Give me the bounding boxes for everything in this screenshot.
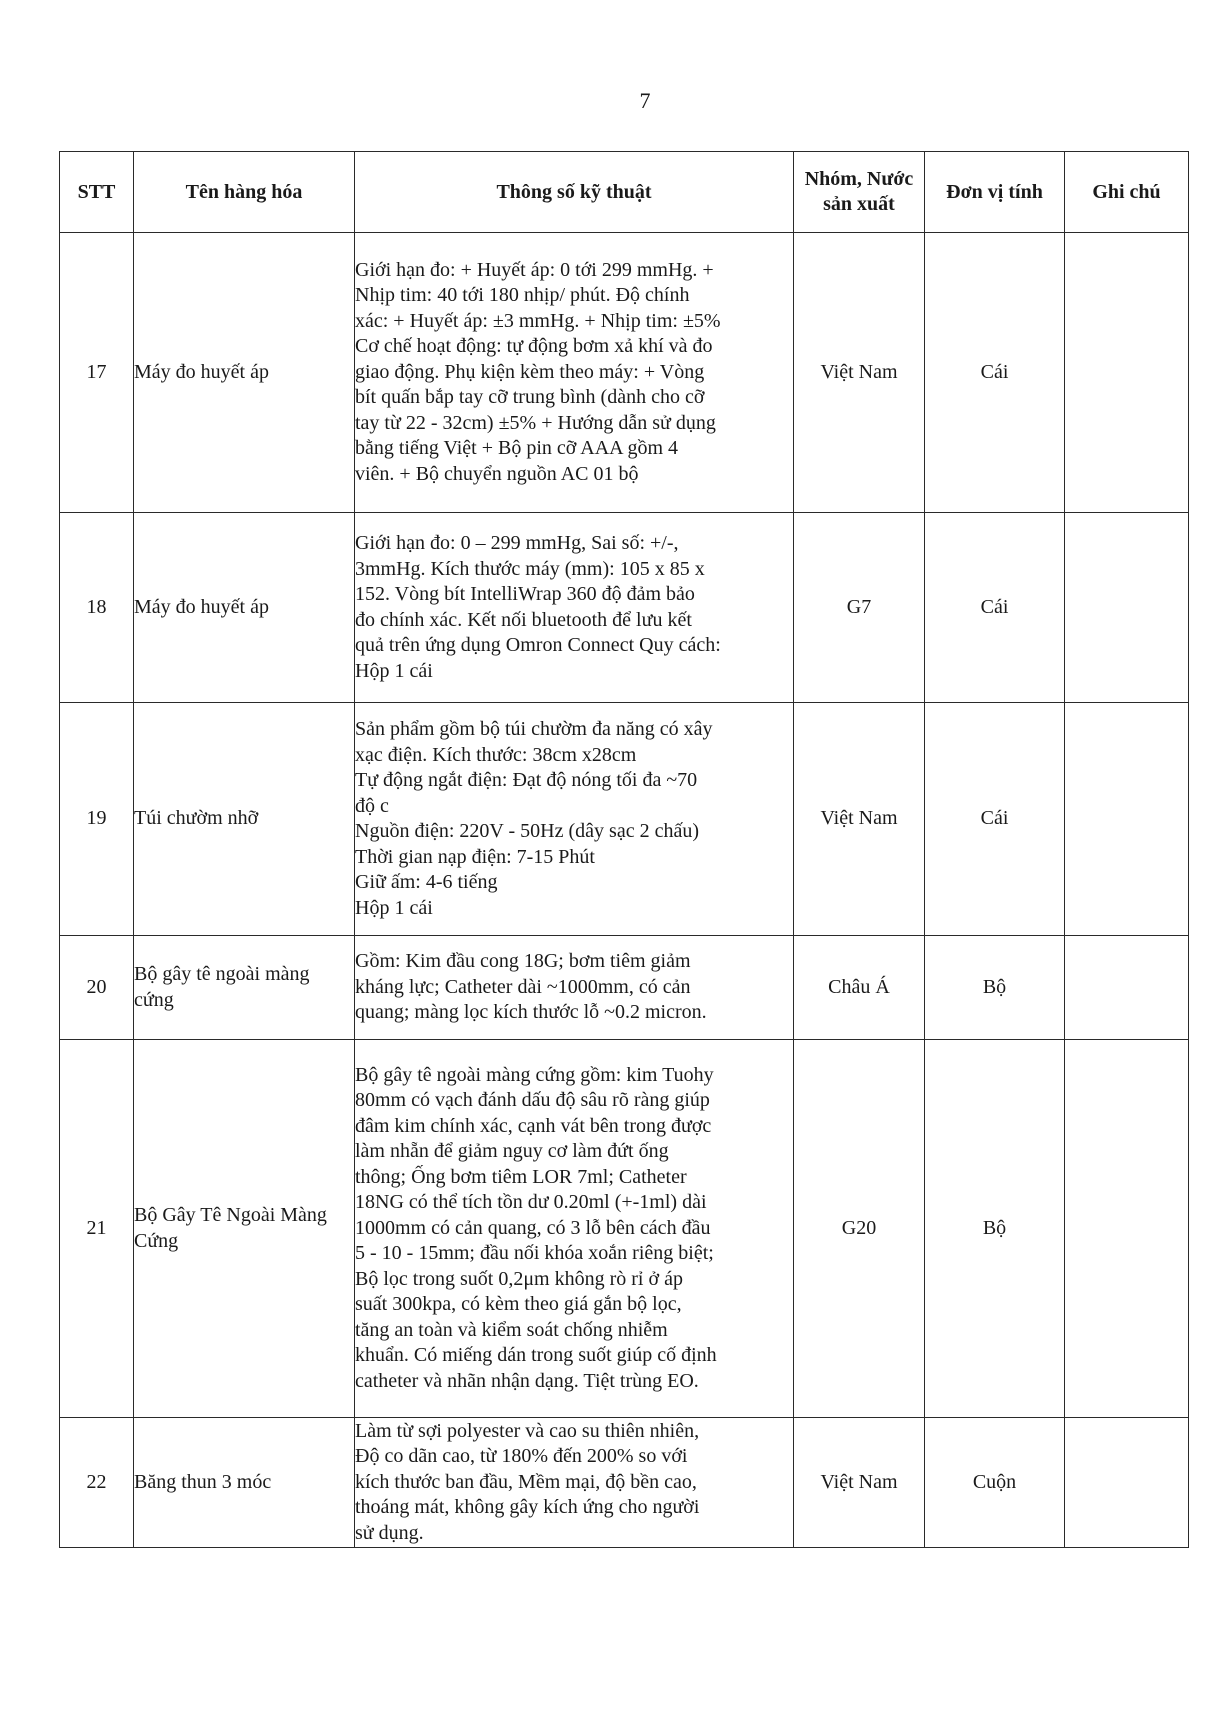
header-origin: Nhóm, Nước sản xuất [794,152,925,233]
spec-line: Làm từ sợi polyester và cao su thiên nhiên, [355,1419,700,1442]
table-row [60,233,1189,513]
table-body [60,233,1189,1548]
cell-stt: 18 [60,513,134,703]
cell-note [1065,703,1189,936]
cell-spec [355,703,794,936]
cell-origin: Việt Nam [794,233,925,513]
spec-line: tay từ 22 - 32cm) ±5% + Hướng dẫn sử dụng [355,411,716,434]
spec-line: Hộp 1 cái [355,896,433,919]
spec-line: catheter và nhãn nhận dạng. Tiệt trùng EO. [355,1369,699,1392]
cell-note [1065,513,1189,703]
spec-line: 80mm có vạch đánh dấu độ sâu rõ ràng giúp [355,1089,710,1112]
spec-line: suất 300kpa, có kèm theo giá gắn bộ lọc, [355,1293,682,1316]
header-note: Ghi chú [1065,152,1189,233]
cell-spec [355,1418,794,1548]
spec-line: Thời gian nạp điện: 7-15 Phút [355,845,595,868]
cell-unit: Cái [925,703,1065,936]
table-row [60,1040,1189,1418]
cell-spec [355,936,794,1040]
cell-name: Băng thun 3 móc [134,1418,355,1548]
table-row [60,936,1189,1040]
cell-name: Máy đo huyết áp [134,513,355,703]
spec-line: đâm kim chính xác, cạnh vát bên trong được [355,1114,712,1137]
cell-spec [355,513,794,703]
spec-line: thoáng mát, không gây kích ứng cho người [355,1496,700,1519]
table-row [60,1418,1189,1548]
spec-line: Sản phẩm gồm bộ túi chườm đa năng có xây [355,718,713,740]
table-row [60,703,1189,936]
cell-origin: Việt Nam [794,1418,925,1548]
spec-line: viên. + Bộ chuyển nguồn AC 01 bộ [355,462,639,485]
spec-line: xác: + Huyết áp: ±3 mmHg. + Nhịp tim: ±5% [355,309,721,332]
header-spec: Thông số kỹ thuật [355,152,794,233]
spec-line: quang; màng lọc kích thước lỗ ~0.2 micron. [355,1001,707,1024]
spec-line: tăng an toàn và kiểm soát chống nhiễm [355,1318,668,1341]
spec-line: bít quấn bắp tay cỡ trung bình (dành cho cỡ [355,386,705,409]
spec-line: Giới hạn đo: + Huyết áp: 0 tới 299 mmHg. + [355,258,714,281]
header-stt: STT [60,152,134,233]
cell-spec [355,233,794,513]
cell-unit: Cái [925,233,1065,513]
cell-origin: G7 [794,513,925,703]
cell-stt: 20 [60,936,134,1040]
cell-stt: 19 [60,703,134,936]
cell-unit: Cái [925,513,1065,703]
spec-line: Độ co dãn cao, từ 180% đến 200% so với [355,1445,688,1468]
spec-line: Hộp 1 cái [355,659,433,682]
spec-line: Gồm: Kim đầu cong 18G; bơm tiêm giảm [355,950,691,973]
spec-line: kích thước ban đầu, Mềm mại, độ bền cao, [355,1470,697,1493]
spec-line: Cơ chế hoạt động: tự động bơm xả khí và đo [355,335,713,358]
table-row [60,513,1189,703]
cell-note [1065,1040,1189,1418]
spec-line: Giữ ấm: 4-6 tiếng [355,871,498,893]
page-number: 7 [639,88,651,113]
spec-line: Bộ gây tê ngoài màng cứng gồm: kim Tuohy [355,1063,714,1086]
spec-line: 1000mm có cản quang, có 3 lỗ bên cách đầu [355,1216,711,1239]
cell-unit: Cuộn [925,1418,1065,1548]
cell-stt: 22 [60,1418,134,1548]
spec-line: kháng lực; Catheter dài ~1000mm, có cản [355,975,691,998]
table-header-row [60,152,1189,233]
spec-line: bằng tiếng Việt + Bộ pin cỡ AAA gồm 4 [355,437,679,460]
cell-name: Túi chườm nhỡ [134,703,355,936]
spec-line: làm nhẵn để giảm nguy cơ làm đứt ống [355,1140,669,1163]
header-unit: Đơn vị tính [925,152,1065,233]
cell-spec [355,1040,794,1418]
spec-line: độ c [355,794,389,817]
spec-line: Bộ lọc trong suốt 0,2μm không rò rỉ ở áp [355,1267,683,1290]
spec-line: Nhịp tim: 40 tới 180 nhịp/ phút. Độ chính [355,284,690,307]
cell-origin: G20 [794,1040,925,1418]
cell-name: Bộ Gây Tê Ngoài Màng Cứng [134,1040,355,1418]
cell-name: Bộ gây tê ngoài màng cứng [134,936,355,1040]
cell-unit: Bộ [925,1040,1065,1418]
cell-name: Máy đo huyết áp [134,233,355,513]
spec-line: Nguồn điện: 220V - 50Hz (dây sạc 2 chấu) [355,820,699,842]
cell-stt: 17 [60,233,134,513]
cell-origin: Việt Nam [794,703,925,936]
cell-note [1065,936,1189,1040]
cell-note [1065,1418,1189,1548]
spec-line: sử dụng. [355,1521,424,1544]
spec-line: xạc điện. Kích thước: 38cm x28cm [355,743,637,766]
cell-note [1065,233,1189,513]
cell-origin: Châu Á [794,936,925,1040]
goods-table [59,151,1189,1548]
cell-unit: Bộ [925,936,1065,1040]
spec-line: đo chính xác. Kết nối bluetooth để lưu kết [355,608,692,631]
spec-line: 5 - 10 - 15mm; đầu nối khóa xoắn riêng biệt; [355,1242,714,1265]
spec-line: Giới hạn đo: 0 – 299 mmHg, Sai số: +/-, [355,532,679,554]
spec-line: quả trên ứng dụng Omron Connect Quy cách: [355,634,721,656]
spec-line: 3mmHg. Kích thước máy (mm): 105 x 85 x [355,557,705,580]
spec-line: Tự động ngắt điện: Đạt độ nóng tối đa ~70 [355,769,698,791]
spec-line: 18NG có thể tích tồn dư 0.20ml (+-1ml) dài [355,1191,707,1214]
spec-line: 152. Vòng bít IntelliWrap 360 độ đảm bảo [355,583,695,605]
spec-line: khuẩn. Có miếng dán trong suốt giúp cố định [355,1344,717,1367]
header-name: Tên hàng hóa [134,152,355,233]
spec-line: thông; Ống bơm tiêm LOR 7ml; Catheter [355,1165,687,1188]
cell-stt: 21 [60,1040,134,1418]
spec-line: giao động. Phụ kiện kèm theo máy: + Vòng [355,360,705,383]
